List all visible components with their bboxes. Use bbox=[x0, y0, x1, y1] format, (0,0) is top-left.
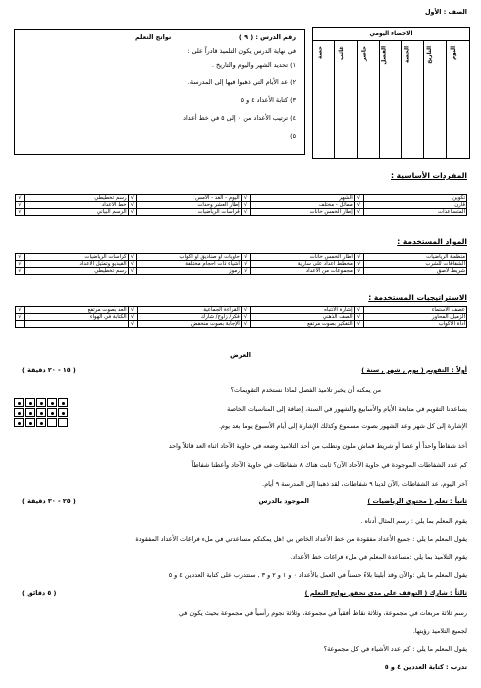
table-cell: عصف الاستماء bbox=[363, 307, 466, 314]
table-row bbox=[16, 254, 467, 261]
stats-column-label: حاضر bbox=[361, 46, 368, 62]
grid-cell bbox=[25, 398, 35, 407]
check-cell: √ bbox=[128, 209, 137, 216]
check-cell: √ bbox=[241, 202, 250, 209]
table-cell: الزميل المحاور bbox=[363, 314, 466, 321]
table-cell: أشياء ذات أحجام مختلفة bbox=[137, 261, 241, 268]
materials-title: المواد المستخدمة : bbox=[397, 237, 467, 246]
section-1-line: من يمكنه أن يخبر تلاميذ الفصل لماذا نستخدم التقويمات؟ bbox=[230, 386, 381, 394]
check-cell: √ bbox=[241, 209, 250, 216]
daily-stats-columns bbox=[313, 40, 469, 158]
section-3-line: يقول المعلم ما يلي : كم عدد الأشياء في كل مجموعة؟ bbox=[323, 645, 467, 653]
table-cell: رسم تخطيطي bbox=[24, 195, 128, 202]
table-cell: الإجابة بصوت منخفض bbox=[137, 321, 241, 328]
check-cell: √ bbox=[241, 254, 250, 261]
section-2-title: ثانياً : تعلم ( محتوى الرياضيات ) bbox=[367, 497, 467, 505]
check-cell: √ bbox=[16, 254, 25, 261]
grid-dot bbox=[29, 412, 32, 415]
stats-column bbox=[423, 40, 446, 158]
table-cell: قراسات الرياضيات bbox=[137, 209, 241, 216]
table-cell: الشفافات للشرب bbox=[363, 261, 466, 268]
stats-column bbox=[401, 40, 424, 158]
grid-dot bbox=[40, 412, 43, 415]
grid-cell bbox=[58, 398, 68, 407]
outcomes-title: نواتج التعلم bbox=[135, 33, 172, 41]
table-cell: اطار الخمس خانات bbox=[250, 254, 354, 261]
grid-cell bbox=[47, 398, 57, 407]
strategies-title: الاستراتيجيات المستخدمة : bbox=[368, 293, 467, 302]
table-row bbox=[16, 261, 467, 268]
stats-column bbox=[334, 40, 357, 158]
grid-cell bbox=[36, 398, 46, 407]
grid-dot bbox=[62, 412, 65, 415]
check-cell: √ bbox=[128, 314, 137, 321]
section-2-line: يقول المعلم ما يلي :والآن وقد أبليتا بلاءً حسناً في العمل بالأعداد ٠ و ١ و ٢ و ٣ , ستتدرب على كتابة العددين ٤ و ٥ bbox=[168, 571, 467, 579]
section-1-line: أخذ شفاطاً واحداً أو عصا أو شريط قماش ملون ونطلب من أحد التلاميذ وضعه في حاوية الآحاد اثناء العد قائلاً واحد bbox=[168, 442, 467, 450]
grid-cell bbox=[14, 418, 24, 427]
table-cell: إطار العشر وحدات bbox=[137, 202, 241, 209]
section-1-line: كم عدد الشفاطات الموجودة في حاوية الآحاد الآن؟ ثابت هناك ٨ شفاطات في حاوية الآحاد وأعطنا شفاطاً bbox=[191, 461, 467, 469]
grid-dot bbox=[40, 422, 43, 425]
table-cell: إشارة الانتباه bbox=[250, 307, 354, 314]
section-2-time: ( ٢٥ - ٣٠ دقيقة ) bbox=[22, 497, 76, 505]
check-cell: √ bbox=[241, 307, 250, 314]
table-cell: المتساعدات bbox=[363, 209, 466, 216]
section-2-line: يقوم المعلم بما يلي : رسم المثال أدناه . bbox=[360, 517, 467, 525]
check-cell: √ bbox=[16, 195, 25, 202]
lesson-number: رقم الدرس : ( ٩ ) bbox=[238, 33, 296, 41]
stats-column-label: الحصة bbox=[404, 46, 411, 63]
strategies-table bbox=[15, 306, 467, 328]
table-cell: شريط لاصق bbox=[363, 268, 466, 275]
outcome-item: ٣) كتابة الأعداد ٤ و ٥ bbox=[240, 96, 296, 104]
table-cell: خط الأعداد bbox=[24, 202, 128, 209]
check-cell: √ bbox=[354, 195, 363, 202]
check-cell: √ bbox=[16, 314, 25, 321]
check-cell: √ bbox=[128, 307, 137, 314]
table-cell: القراءة الجماعية bbox=[137, 307, 241, 314]
stats-column bbox=[313, 40, 335, 158]
outcome-item: ٢) عد الأيام التي ذهبوا فيها إلى المدرسة. bbox=[187, 78, 296, 86]
check-cell: √ bbox=[16, 307, 25, 314]
section-1-line: يساعدنا التقويم في متابعة الأيام والأسابيع والشهور في السنة، إضافة إلى المناسبات الخاصة bbox=[227, 405, 467, 413]
check-cell: √ bbox=[128, 202, 137, 209]
section-2-line: يقول المعلم ما يلي : جميع الأعداد مفقودة من خط الأعداد الخاص بي !هل يمكنكم مساعدتي في ملء فراغات الأعداد المفقودة bbox=[135, 535, 467, 543]
section-1-time: ( ١٥ - ٢٠ دقيقة ) bbox=[22, 366, 76, 374]
grid-cell bbox=[14, 408, 24, 417]
grid-cell bbox=[14, 398, 24, 407]
daily-stats-title: الاحصاء اليومي bbox=[369, 31, 413, 37]
grid-cell bbox=[25, 408, 35, 417]
check-cell: √ bbox=[128, 254, 137, 261]
table-cell: فكر/ زاوج/ شارك bbox=[137, 314, 241, 321]
check-cell: √ bbox=[128, 321, 137, 328]
table-cell: كراسات الرياضيات bbox=[24, 254, 128, 261]
practice-line: تدرب : كتابة العددين ٤ و ٥ bbox=[384, 663, 467, 671]
table-cell: الصف الذهني bbox=[250, 314, 354, 321]
presentation-title: العرض bbox=[230, 351, 251, 359]
check-cell: √ bbox=[354, 268, 363, 275]
grade-label: الصف : الأول bbox=[425, 8, 467, 16]
outcome-item: ٤) ترتيب الأعداد من ٠ إلى ٥ في خط أعداد bbox=[183, 114, 296, 122]
table-cell: الرسم البياني bbox=[24, 209, 128, 216]
outcomes-intro: في نهاية الدرس يكون التلميذ قادراً على : bbox=[187, 47, 296, 55]
section-3-line: رسم ثلاثة مربعات في مجموعة، وثلاثة نقاط أفقياً في مجموعة، وثلاثة نجوم رأسياً في مجموعة بحيث يكون في bbox=[178, 609, 467, 617]
grid-cell bbox=[47, 418, 57, 427]
grid-cell bbox=[47, 408, 57, 417]
grid-dot bbox=[51, 402, 54, 405]
check-cell: √ bbox=[354, 307, 363, 314]
check-cell: √ bbox=[354, 209, 363, 216]
check-cell: √ bbox=[128, 195, 137, 202]
section-1-line: آخر اليوم، عد الشفاطات ,الآن لدينا ٩ شفاطات، لقد ذهبنا إلى المدرسة ٩ أيام. bbox=[262, 480, 467, 488]
stats-column-label: التاريخ bbox=[426, 46, 433, 64]
daily-stats-box bbox=[312, 27, 470, 159]
section-2-subtitle: الموجود بالدرس bbox=[258, 497, 309, 505]
section-3-time: ( ٥ دقائق ) bbox=[22, 589, 57, 597]
table-cell: رموز bbox=[137, 268, 241, 275]
stats-column-label: حصة bbox=[317, 46, 324, 59]
stats-column-label: الفصل bbox=[381, 46, 388, 65]
outcomes-box bbox=[14, 29, 305, 155]
grid-dot bbox=[18, 412, 21, 415]
check-cell: √ bbox=[354, 321, 363, 328]
grid-cell bbox=[25, 418, 35, 427]
check-cell bbox=[16, 321, 25, 328]
section-1-title: أولاً : التقويم ( يوم , شهر , سنة ) bbox=[361, 366, 467, 374]
grid-cell bbox=[58, 418, 68, 427]
grid-dot bbox=[29, 402, 32, 405]
grid-dot bbox=[18, 402, 21, 405]
grid-dot bbox=[29, 422, 32, 425]
check-cell: √ bbox=[128, 261, 137, 268]
vocab-title: المفردات الأساسية : bbox=[391, 171, 467, 180]
table-row bbox=[16, 268, 467, 275]
stats-column-label: اليوم bbox=[450, 46, 457, 60]
table-row bbox=[16, 314, 467, 321]
grid-dot bbox=[18, 422, 21, 425]
table-row bbox=[16, 209, 467, 216]
stats-column bbox=[357, 40, 380, 158]
check-cell: √ bbox=[16, 268, 25, 275]
check-cell: √ bbox=[354, 254, 363, 261]
check-cell: √ bbox=[16, 202, 25, 209]
table-cell: الكتابة في الهواء bbox=[24, 314, 128, 321]
grid-dot bbox=[40, 402, 43, 405]
section-1-line: الإشارة إلى كل شهر وعد الشهور بصوت مسموع وكذلك الإشارة إلى أيام الأسبوع يوما بعد يوم. bbox=[219, 422, 467, 430]
check-cell: √ bbox=[354, 261, 363, 268]
check-cell: √ bbox=[354, 314, 363, 321]
grid-cell bbox=[36, 418, 46, 427]
outcome-item: ١) تحديد الشهر واليوم والتاريخ . bbox=[211, 61, 296, 69]
counting-grid bbox=[14, 398, 72, 428]
table-row bbox=[16, 321, 467, 328]
table-cell: العد بصوت مرتفع bbox=[24, 307, 128, 314]
check-cell: √ bbox=[241, 195, 250, 202]
table-cell bbox=[24, 321, 128, 328]
table-row bbox=[16, 202, 467, 209]
vocab-table bbox=[15, 194, 467, 216]
table-cell: أداة الأكواب bbox=[363, 321, 466, 328]
table-cell: إطار الخمس خانات bbox=[250, 209, 354, 216]
stats-column bbox=[446, 40, 469, 158]
table-row bbox=[16, 307, 467, 314]
table-cell: التفكير بصوت مرتفع bbox=[250, 321, 354, 328]
grid-dot bbox=[51, 412, 54, 415]
table-cell: رسم تخطيطي bbox=[24, 268, 128, 275]
table-cell: الشهر bbox=[250, 195, 354, 202]
stats-column-label: غائب bbox=[339, 46, 346, 60]
table-cell: اليوم - الغد - الأمس bbox=[137, 195, 241, 202]
grid-cell bbox=[36, 408, 46, 417]
table-cell: تكوين bbox=[363, 195, 466, 202]
table-cell: الفيديو وتمثيل الأعداد bbox=[24, 261, 128, 268]
table-row bbox=[16, 195, 467, 202]
check-cell: √ bbox=[241, 268, 250, 275]
table-cell: مماثل - مختلف bbox=[250, 202, 354, 209]
stats-column bbox=[379, 40, 402, 158]
section-3-line: لجميع التلاميذ رؤيتها. bbox=[412, 627, 467, 635]
section-3-title: ثالثاً : شارك ( التوقف على مدى تحقق نواتج التعلم ) bbox=[304, 589, 467, 597]
outcome-item: ٥) bbox=[290, 132, 296, 140]
table-cell: حاويات أو صناديق أو أكواب bbox=[137, 254, 241, 261]
check-cell: √ bbox=[16, 261, 25, 268]
section-2-line: يقوم التلاميذ بما يلي :مساعدة المعلم في ملء فراغات خط الأعداد. bbox=[290, 553, 467, 561]
check-cell: √ bbox=[241, 261, 250, 268]
materials-table bbox=[15, 253, 467, 275]
check-cell: √ bbox=[241, 321, 250, 328]
check-cell: √ bbox=[354, 202, 363, 209]
table-cell: قارن bbox=[363, 202, 466, 209]
table-cell: مخطط أعداد على سارية bbox=[250, 261, 354, 268]
grid-cell bbox=[58, 408, 68, 417]
grid-dot bbox=[62, 402, 65, 405]
check-cell: √ bbox=[128, 268, 137, 275]
check-cell: √ bbox=[16, 209, 25, 216]
check-cell: √ bbox=[241, 314, 250, 321]
table-cell: منظمة الرياضيات bbox=[363, 254, 466, 261]
table-cell: مجموعات من الأعداد bbox=[250, 268, 354, 275]
